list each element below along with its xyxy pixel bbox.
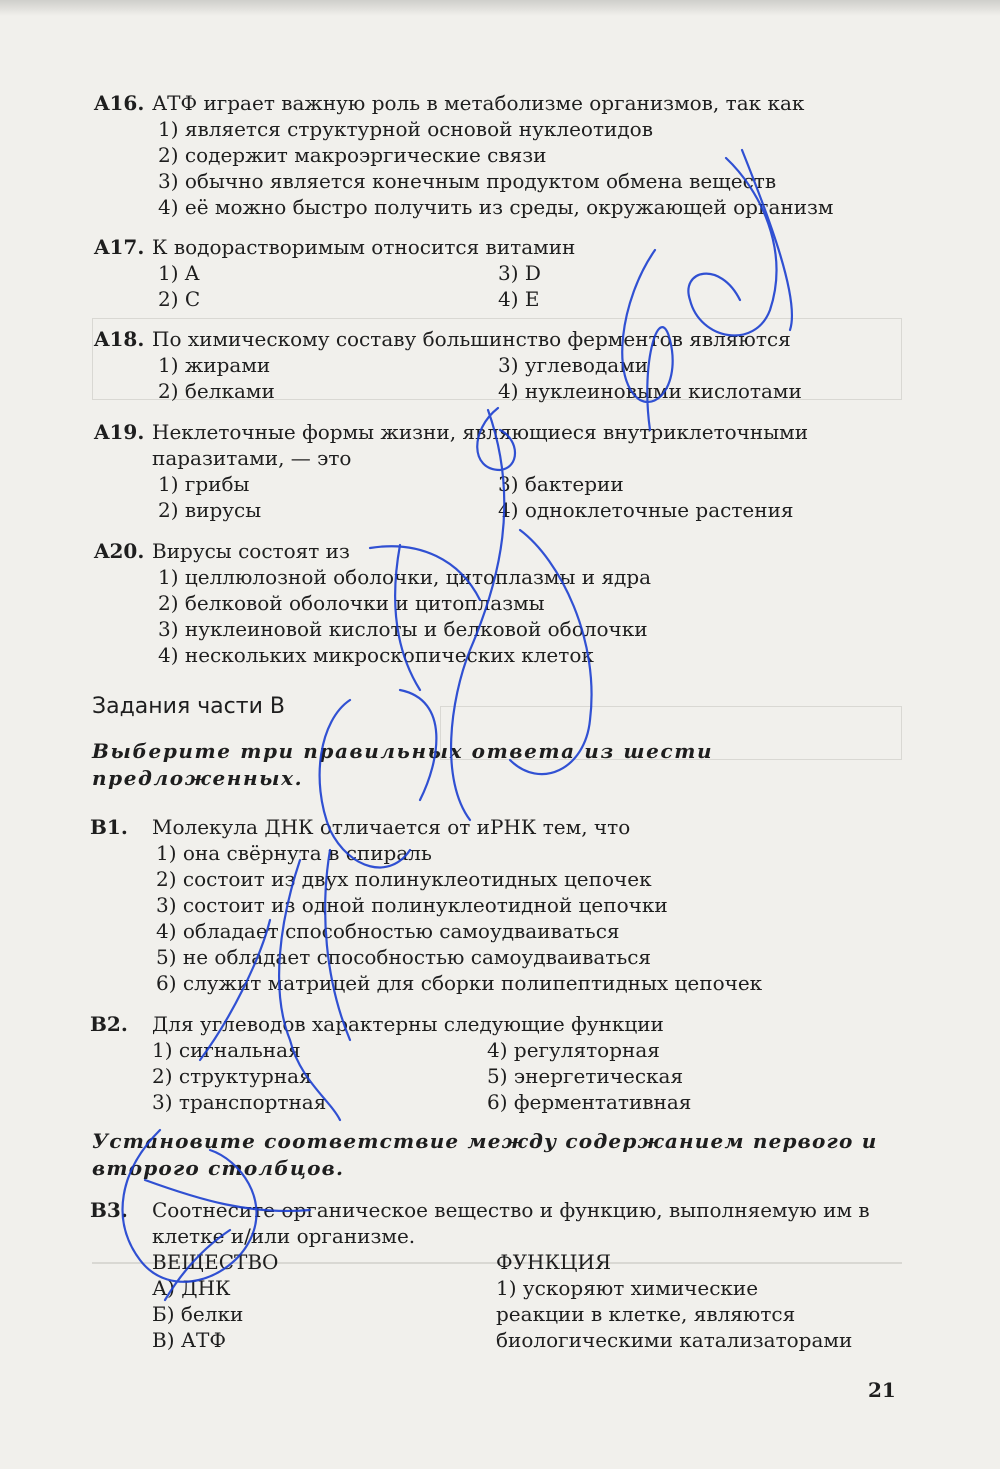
question-a18 <box>94 326 914 404</box>
question-a19 <box>94 419 914 523</box>
question-b1 <box>90 814 910 996</box>
answer-option: 5) не обладает способностью самоудваиваться <box>156 945 652 969</box>
question-number: A18. <box>94 327 145 351</box>
question-number: A17. <box>94 235 145 259</box>
answer-option: 4) обладает способностью самоудваиваться <box>156 919 620 943</box>
column-title-function: ФУНКЦИЯ <box>496 1250 612 1274</box>
answer-option: 2) C <box>158 287 201 311</box>
substance-item: А) ДНК <box>152 1276 231 1300</box>
answer-option: 3) обычно является конечным продуктом обмена веществ <box>158 169 777 193</box>
answer-option: 4) E <box>498 287 540 311</box>
question-number: A16. <box>94 91 145 115</box>
answer-option: 4) регуляторная <box>487 1038 660 1062</box>
answer-option: 2) структурная <box>152 1064 312 1088</box>
answer-option: 3) углеводами <box>498 353 649 377</box>
question-b3 <box>90 1197 910 1353</box>
page-top-edge <box>0 0 1000 16</box>
question-text: Вирусы состоят из <box>152 539 350 563</box>
question-number: В2. <box>90 1012 128 1036</box>
question-b2 <box>90 1011 910 1115</box>
answer-option: 4) её можно быстро получить из среды, окружающей организм <box>158 195 834 219</box>
answer-option: 2) белковой оболочки и цитоплазмы <box>158 591 545 615</box>
instruction-choose-three: Выберите три правильных ответа из шести предложенных. <box>92 739 714 790</box>
question-text: Неклеточные формы жизни, являющиеся внутриклеточными паразитами, — это <box>152 420 809 470</box>
function-item: 1) ускоряют химические <box>496 1276 759 1300</box>
question-a16 <box>94 90 914 220</box>
answer-option: 1) является структурной основой нуклеотидов <box>158 117 653 141</box>
answer-option: 1) жирами <box>158 353 271 377</box>
answer-option: 3) нуклеиновой кислоты и белковой оболочки <box>158 617 648 641</box>
section-title: Задания части В <box>92 694 285 719</box>
question-a20 <box>94 538 914 668</box>
question-number: A20. <box>94 539 145 563</box>
function-item: реакции в клетке, являются <box>496 1302 796 1326</box>
answer-option: 2) белками <box>158 379 275 403</box>
answer-option: 1) грибы <box>158 472 250 496</box>
question-text: Молекула ДНК отличается от иРНК тем, что <box>152 815 631 839</box>
answer-option: 1) целлюлозной оболочки, цитоплазмы и ядра <box>158 565 652 589</box>
question-number: A19. <box>94 420 145 444</box>
answer-option: 3) бактерии <box>498 472 624 496</box>
column-title-substance: ВЕЩЕСТВО <box>152 1250 279 1274</box>
answer-option: 3) состоит из одной полинуклеотидной цепочки <box>156 893 668 917</box>
substance-item: В) АТФ <box>152 1328 226 1352</box>
answer-option: 2) вирусы <box>158 498 262 522</box>
answer-option: 3) транспортная <box>152 1090 327 1114</box>
answer-option: 1) сигнальная <box>152 1038 301 1062</box>
question-text: Соотнесите органическое вещество и функцию, выполняемую им в клетке и/или организме. <box>152 1198 870 1248</box>
question-text: По химическому составу большинство ферментов являются <box>152 327 791 351</box>
answer-option: 4) нуклеиновыми кислотами <box>498 379 802 403</box>
answer-option: 6) ферментативная <box>487 1090 692 1114</box>
answer-option: 4) одноклеточные растения <box>498 498 794 522</box>
function-item: биологическими катализаторами <box>496 1328 853 1352</box>
answer-option: 1) A <box>158 261 200 285</box>
answer-option: 2) содержит макроэргические связи <box>158 143 547 167</box>
page-number: 21 <box>868 1378 896 1402</box>
answer-option: 3) D <box>498 261 541 285</box>
answer-option: 1) она свёрнута в спираль <box>156 841 432 865</box>
answer-option: 6) служит матрицей для сборки полипептидных цепочек <box>156 971 763 995</box>
question-number: В3. <box>90 1198 128 1222</box>
instruction-matching: Установите соответствие между содержанием первого и второго столбцов. <box>92 1129 878 1180</box>
question-text: АТФ играет важную роль в метаболизме организмов, так как <box>152 91 805 115</box>
question-number: В1. <box>90 815 128 839</box>
substance-item: Б) белки <box>152 1302 244 1326</box>
question-text: К водорастворимым относится витамин <box>152 235 576 259</box>
question-a17 <box>94 234 914 312</box>
answer-option: 4) нескольких микроскопических клеток <box>158 643 594 667</box>
answer-option: 5) энергетическая <box>487 1064 684 1088</box>
question-text: Для углеводов характерны следующие функции <box>152 1012 664 1036</box>
answer-option: 2) состоит из двух полинуклеотидных цепочек <box>156 867 652 891</box>
